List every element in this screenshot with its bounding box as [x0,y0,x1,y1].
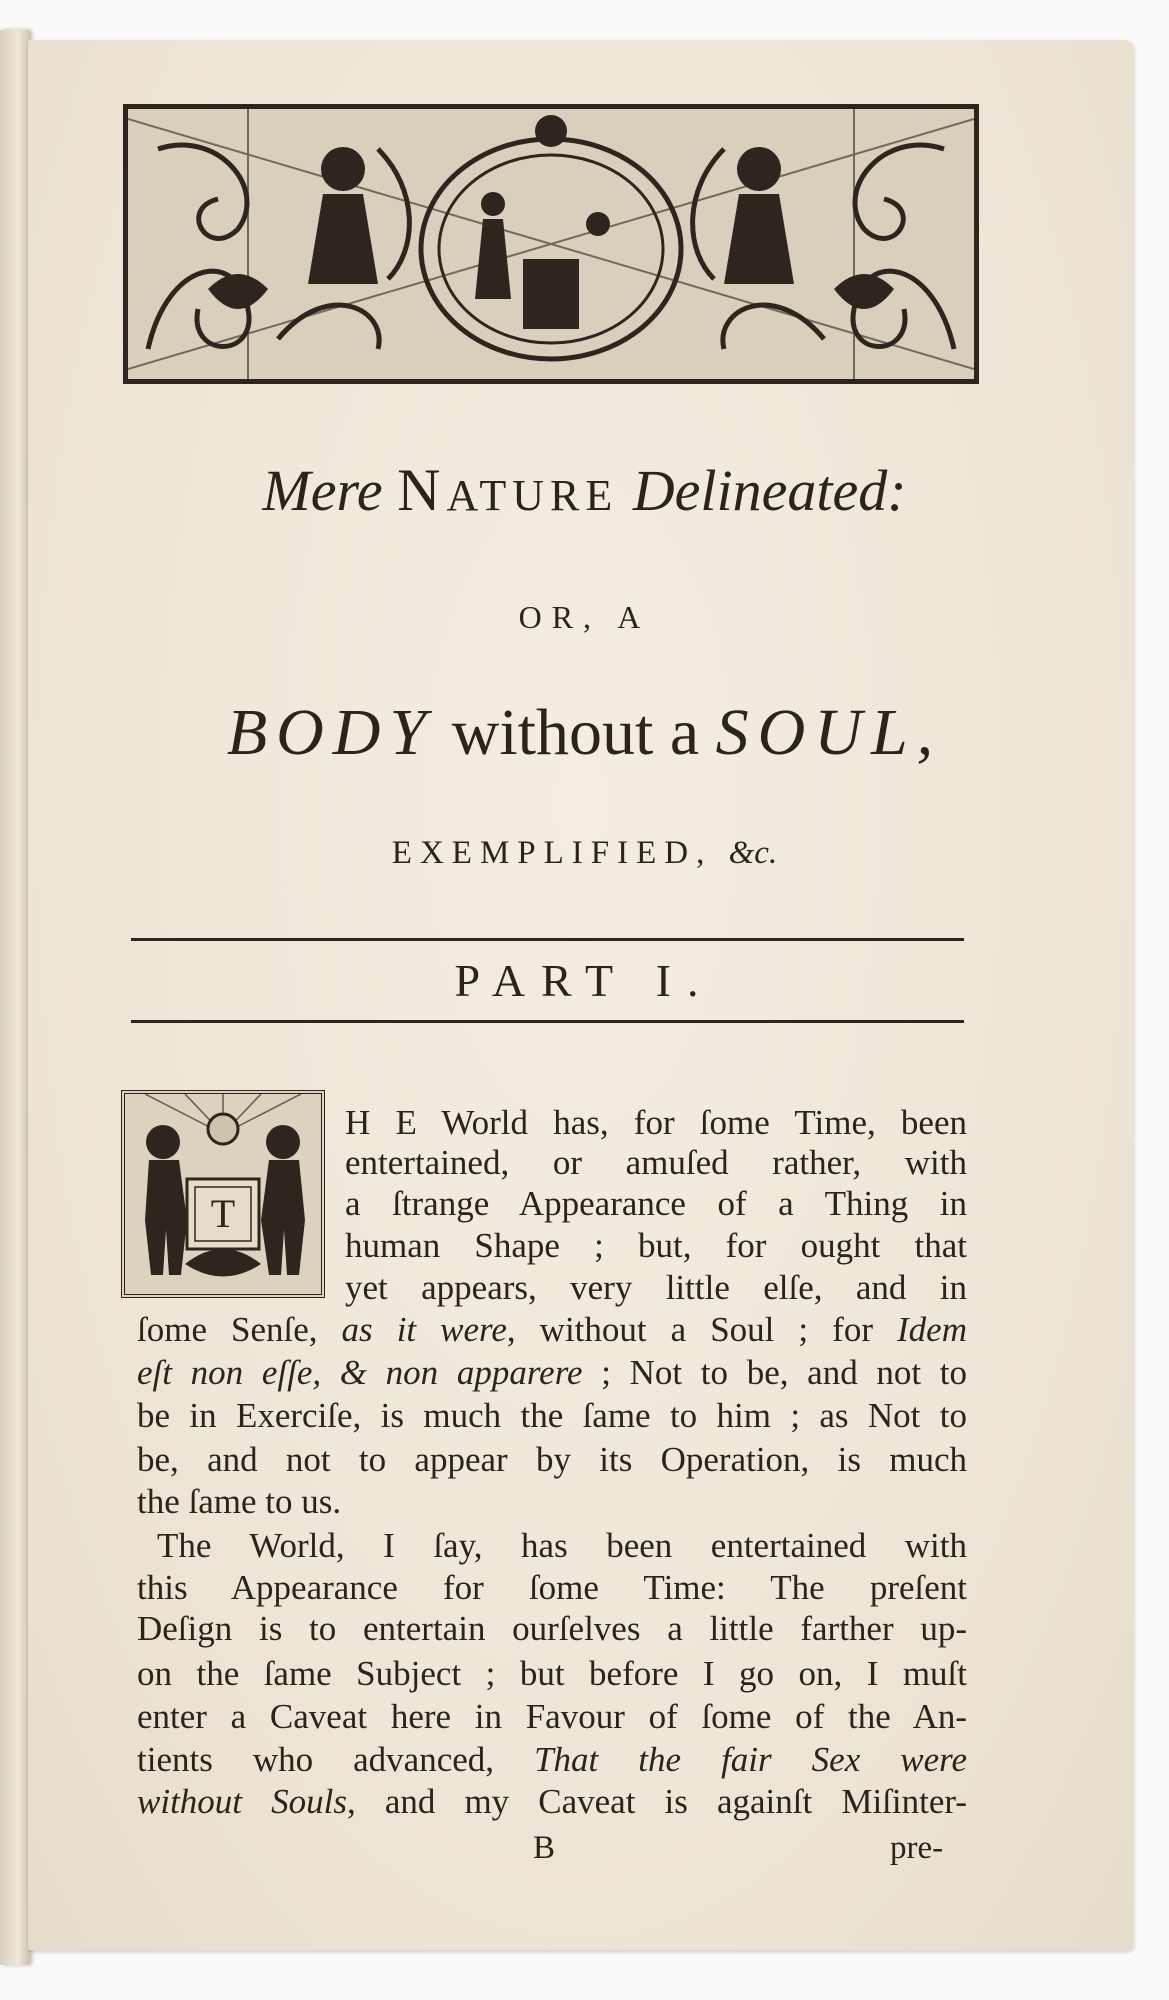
ornament-engraving-icon [128,109,974,379]
text-line [137,1652,967,1696]
text-line [137,1438,967,1482]
part-heading: PART I. [454,955,715,1006]
text-line [137,1780,967,1824]
cherubs-woodcut-icon [125,1094,321,1294]
text-segment: on the ſame Subject ; but before I go on, I muſt [137,1654,967,1693]
text-line [137,1738,967,1782]
exemplified-etc: &c. [728,835,778,871]
italic-text: That the fair Sex were [534,1740,967,1779]
italic-text: eſt non eſſe, & non apparere [137,1353,583,1392]
headpiece-ornament [123,104,979,384]
text-segment: entertained, or amuſed rather, with [345,1143,967,1182]
text-line [345,1182,967,1226]
text-line [137,1394,967,1438]
subtitle-body-without-soul [0,690,1169,776]
text-line [137,1695,967,1739]
text-segment: tients who advanced, [137,1740,535,1779]
text-segment: be, and not to appear by its Operation, is much [137,1440,967,1479]
text-line [157,1524,967,1568]
subtitle-exemplified [0,830,1169,876]
text-line [137,1566,967,1610]
text-segment: Deſign is to entertain ourſelves a little farther up- [137,1609,967,1648]
text-line [137,1308,967,1352]
italic-text: as it were [341,1310,507,1349]
text-segment: yet appears, very little elſe, and in [345,1268,967,1307]
text-segment: H E World has, for ſome Time, been [345,1103,967,1142]
drop-cap-woodcut [121,1090,325,1298]
exemplified-word: EXEMPLIFIED, [391,835,713,871]
text-segment: a ſtrange Appearance of a Thing in [345,1184,967,1223]
subtitle-soul: SOUL, [715,696,943,769]
text-line [137,1607,967,1651]
text-line [345,1224,967,1268]
italic-text: Idem [897,1310,967,1349]
text-line [345,1101,967,1145]
rule-top [131,938,964,941]
text-segment: be in Exerciſe, is much the ſame to him ; as Not to [137,1396,967,1435]
catchword: pre- [890,1830,944,1866]
text-segment: The World, I ſay, has been entertained with [157,1526,967,1565]
text-line [137,1480,341,1524]
text-line [345,1266,967,1310]
title-delineated: Delineated: [632,458,907,523]
italic-text: without Souls [137,1782,347,1821]
title-line [0,452,1169,534]
rule-bottom [131,1020,964,1023]
text-segment: ſome Senſe, [137,1310,342,1349]
text-segment: ; Not to be, and not to [582,1353,967,1392]
text-segment: the ſame to us. [137,1482,342,1521]
text-segment: this Appearance for ſome Time: The preſent [137,1568,967,1607]
title-nature [397,457,619,523]
drop-cap-letter: T [210,1191,236,1236]
text-line [345,1141,967,1185]
signature-mark: B [533,1830,556,1866]
text-line [137,1351,967,1395]
title-mere: Mere [262,458,383,523]
text-segment: human Shape ; but, for ought that [345,1226,967,1265]
text-segment: , without a Soul ; for [506,1310,898,1349]
subtitle-or-a: OR, A [518,599,651,635]
text-segment: enter a Caveat here in Favour of ſome of the An- [137,1697,967,1736]
text-segment: , and my Caveat is againſt Miſinter- [346,1782,967,1821]
title-nature-rest: ATURE [446,471,619,520]
subtitle-without: without a [451,696,700,769]
title-nature-initial: N [397,457,447,523]
subtitle-body: BODY [226,696,436,769]
